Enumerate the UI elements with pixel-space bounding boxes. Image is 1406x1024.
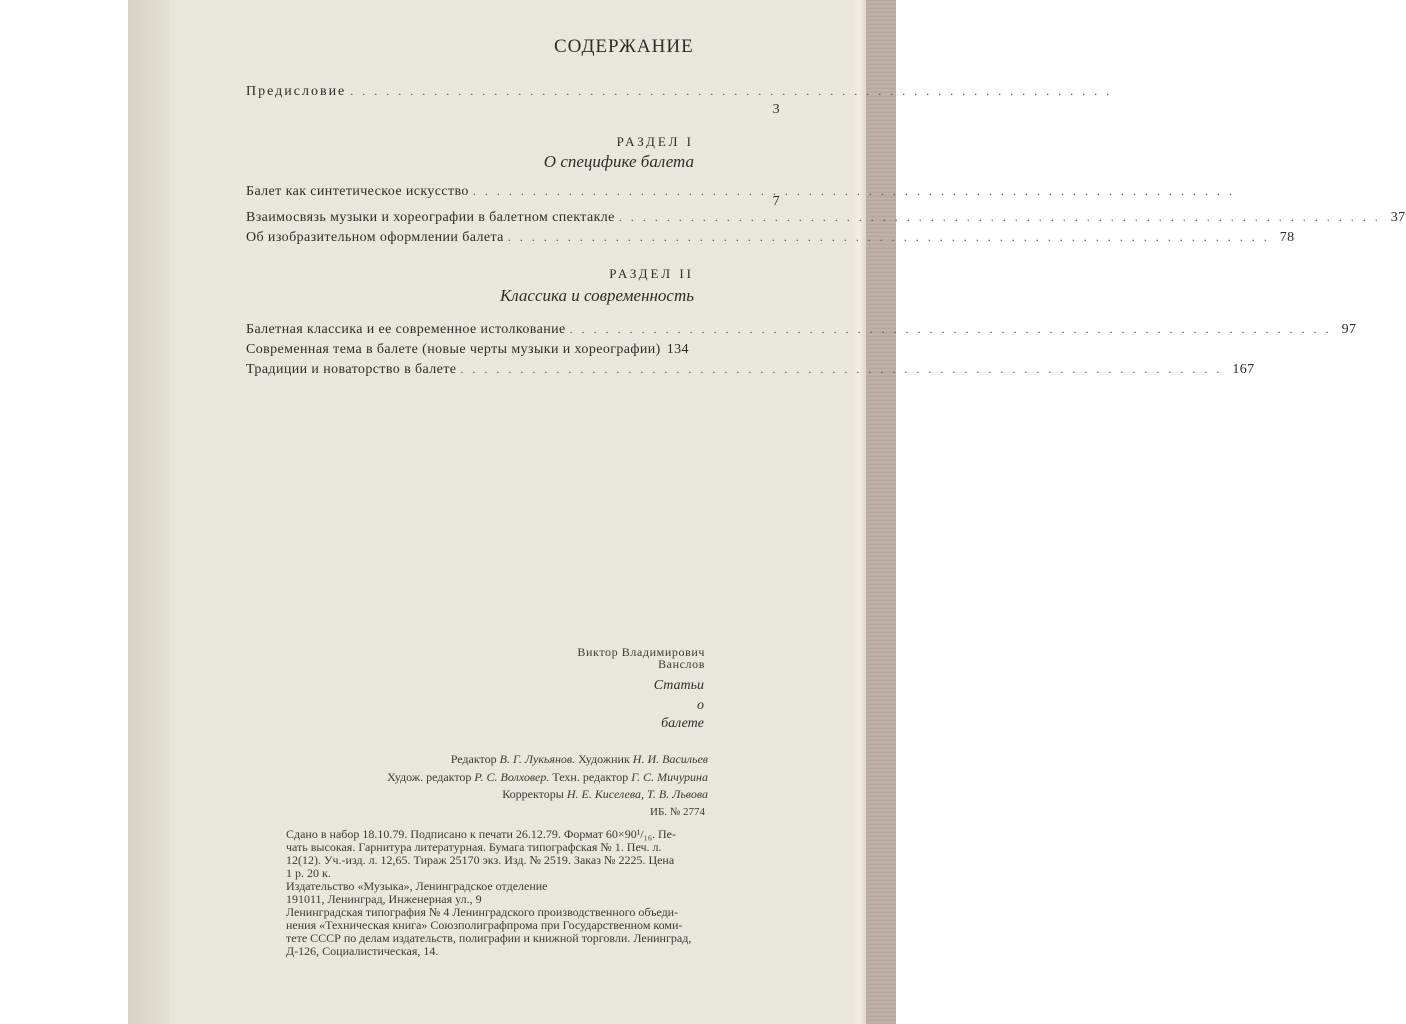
toc-page-number: 134: [666, 342, 689, 357]
page-edge: [852, 0, 866, 1024]
imprint-line: Д-126, Социалистическая, 14.: [286, 944, 439, 958]
toc-entry-text: Современная тема в балете (новые черты музыки и хореографии): [246, 342, 661, 357]
toc-page-number: 167: [1232, 362, 1255, 377]
toc-entry: Традиции и новаторство в балете ................................................................ 167: [246, 362, 1255, 377]
section-label: РАЗДЕЛ II: [609, 266, 694, 281]
imprint-line: тете СССР по делам издательств, полиграфии и книжной торговли. Ленинград,: [286, 931, 692, 945]
toc-entry-text: Предисловие: [246, 84, 347, 99]
section-label: РАЗДЕЛ I: [616, 134, 694, 149]
section-title: Классика и современность: [500, 286, 694, 305]
book-cover-edge: [866, 0, 896, 1024]
author-surname: Ванслов: [658, 657, 705, 671]
imprint-line: Сдано в набор 18.10.79. Подписано к печати 26.12.79. Формат 60×90¹/₁₆. Пе-: [286, 827, 676, 841]
imprint-line: чать высокая. Гарнитура литературная. Бумага типографская № 1. Печ. л.: [286, 840, 662, 854]
imprint-line: Ленинградская типография № 4 Ленинградского производственного объеди-: [286, 905, 679, 919]
facing-page-edge: [128, 0, 170, 1024]
imprint-line: Издательство «Музыка», Ленинградское отделение: [286, 879, 548, 893]
toc-entry: Балет как синтетическое искусство ................................................................: [246, 184, 1241, 199]
credits-line: Корректоры Н. Е. Киселева, Т. В. Львова: [502, 787, 708, 801]
toc-entry-text: Взаимосвязь музыки и хореографии в балетном спектакле: [246, 210, 615, 225]
imprint-block: [286, 828, 782, 958]
imprint-line: 191011, Ленинград, Инженерная ул., 9: [286, 892, 482, 906]
toc-entry-text: Балет как синтетическое искусство: [246, 184, 469, 199]
toc-entry-preface: Предисловие ................................................................: [246, 84, 1119, 99]
toc-page-number: 3: [772, 102, 780, 117]
author-first-name: Виктор Владимирович: [577, 645, 705, 659]
ib-number: ИБ. № 2774: [650, 806, 706, 818]
toc-entry: [246, 338, 780, 358]
toc-entry: Балетная классика и ее современное истолкование ................................................................ 97: [246, 322, 1357, 337]
imprint-line: 12(12). Уч.-изд. л. 12,65. Тираж 25170 экз. Изд. № 2519. Заказ № 2225. Цена: [286, 853, 675, 867]
toc-entry: Об изобразительном оформлении балета ................................................................ 78: [246, 230, 1295, 245]
imprint-line: 1 р. 20 к.: [286, 866, 331, 880]
toc-entry-text: Об изобразительном оформлении балета: [246, 230, 504, 245]
book-title-line: Статьи: [653, 678, 704, 693]
section-title: О специфике балета: [543, 152, 694, 171]
contents-title: СОДЕРЖАНИЕ: [554, 36, 694, 57]
book-title-line: о: [697, 698, 704, 713]
toc-page-number: 37: [1390, 210, 1406, 225]
toc-page-number: 78: [1279, 230, 1295, 245]
toc-entry: Взаимосвязь музыки и хореографии в балетном спектакле ................................................................ 37: [246, 210, 1406, 225]
credits-line: Редактор В. Г. Лукьянов. Художник Н. И. Васильев: [450, 752, 708, 766]
toc-entry-text: Традиции и новаторство в балете: [246, 362, 457, 377]
toc-page-number: 97: [1341, 322, 1357, 337]
credits-line: Худож. редактор Р. С. Волховер. Техн. редактор Г. С. Мичурина: [387, 770, 708, 784]
imprint-line: нения «Техническая книга» Союзполиграфпрома при Государственном коми-: [286, 918, 683, 932]
toc-page-number: 7: [772, 194, 780, 209]
book-title-line: балете: [661, 716, 704, 731]
toc-entry-preface-page: [246, 98, 780, 118]
toc-entry-text: Балетная классика и ее современное истолкование: [246, 322, 566, 337]
